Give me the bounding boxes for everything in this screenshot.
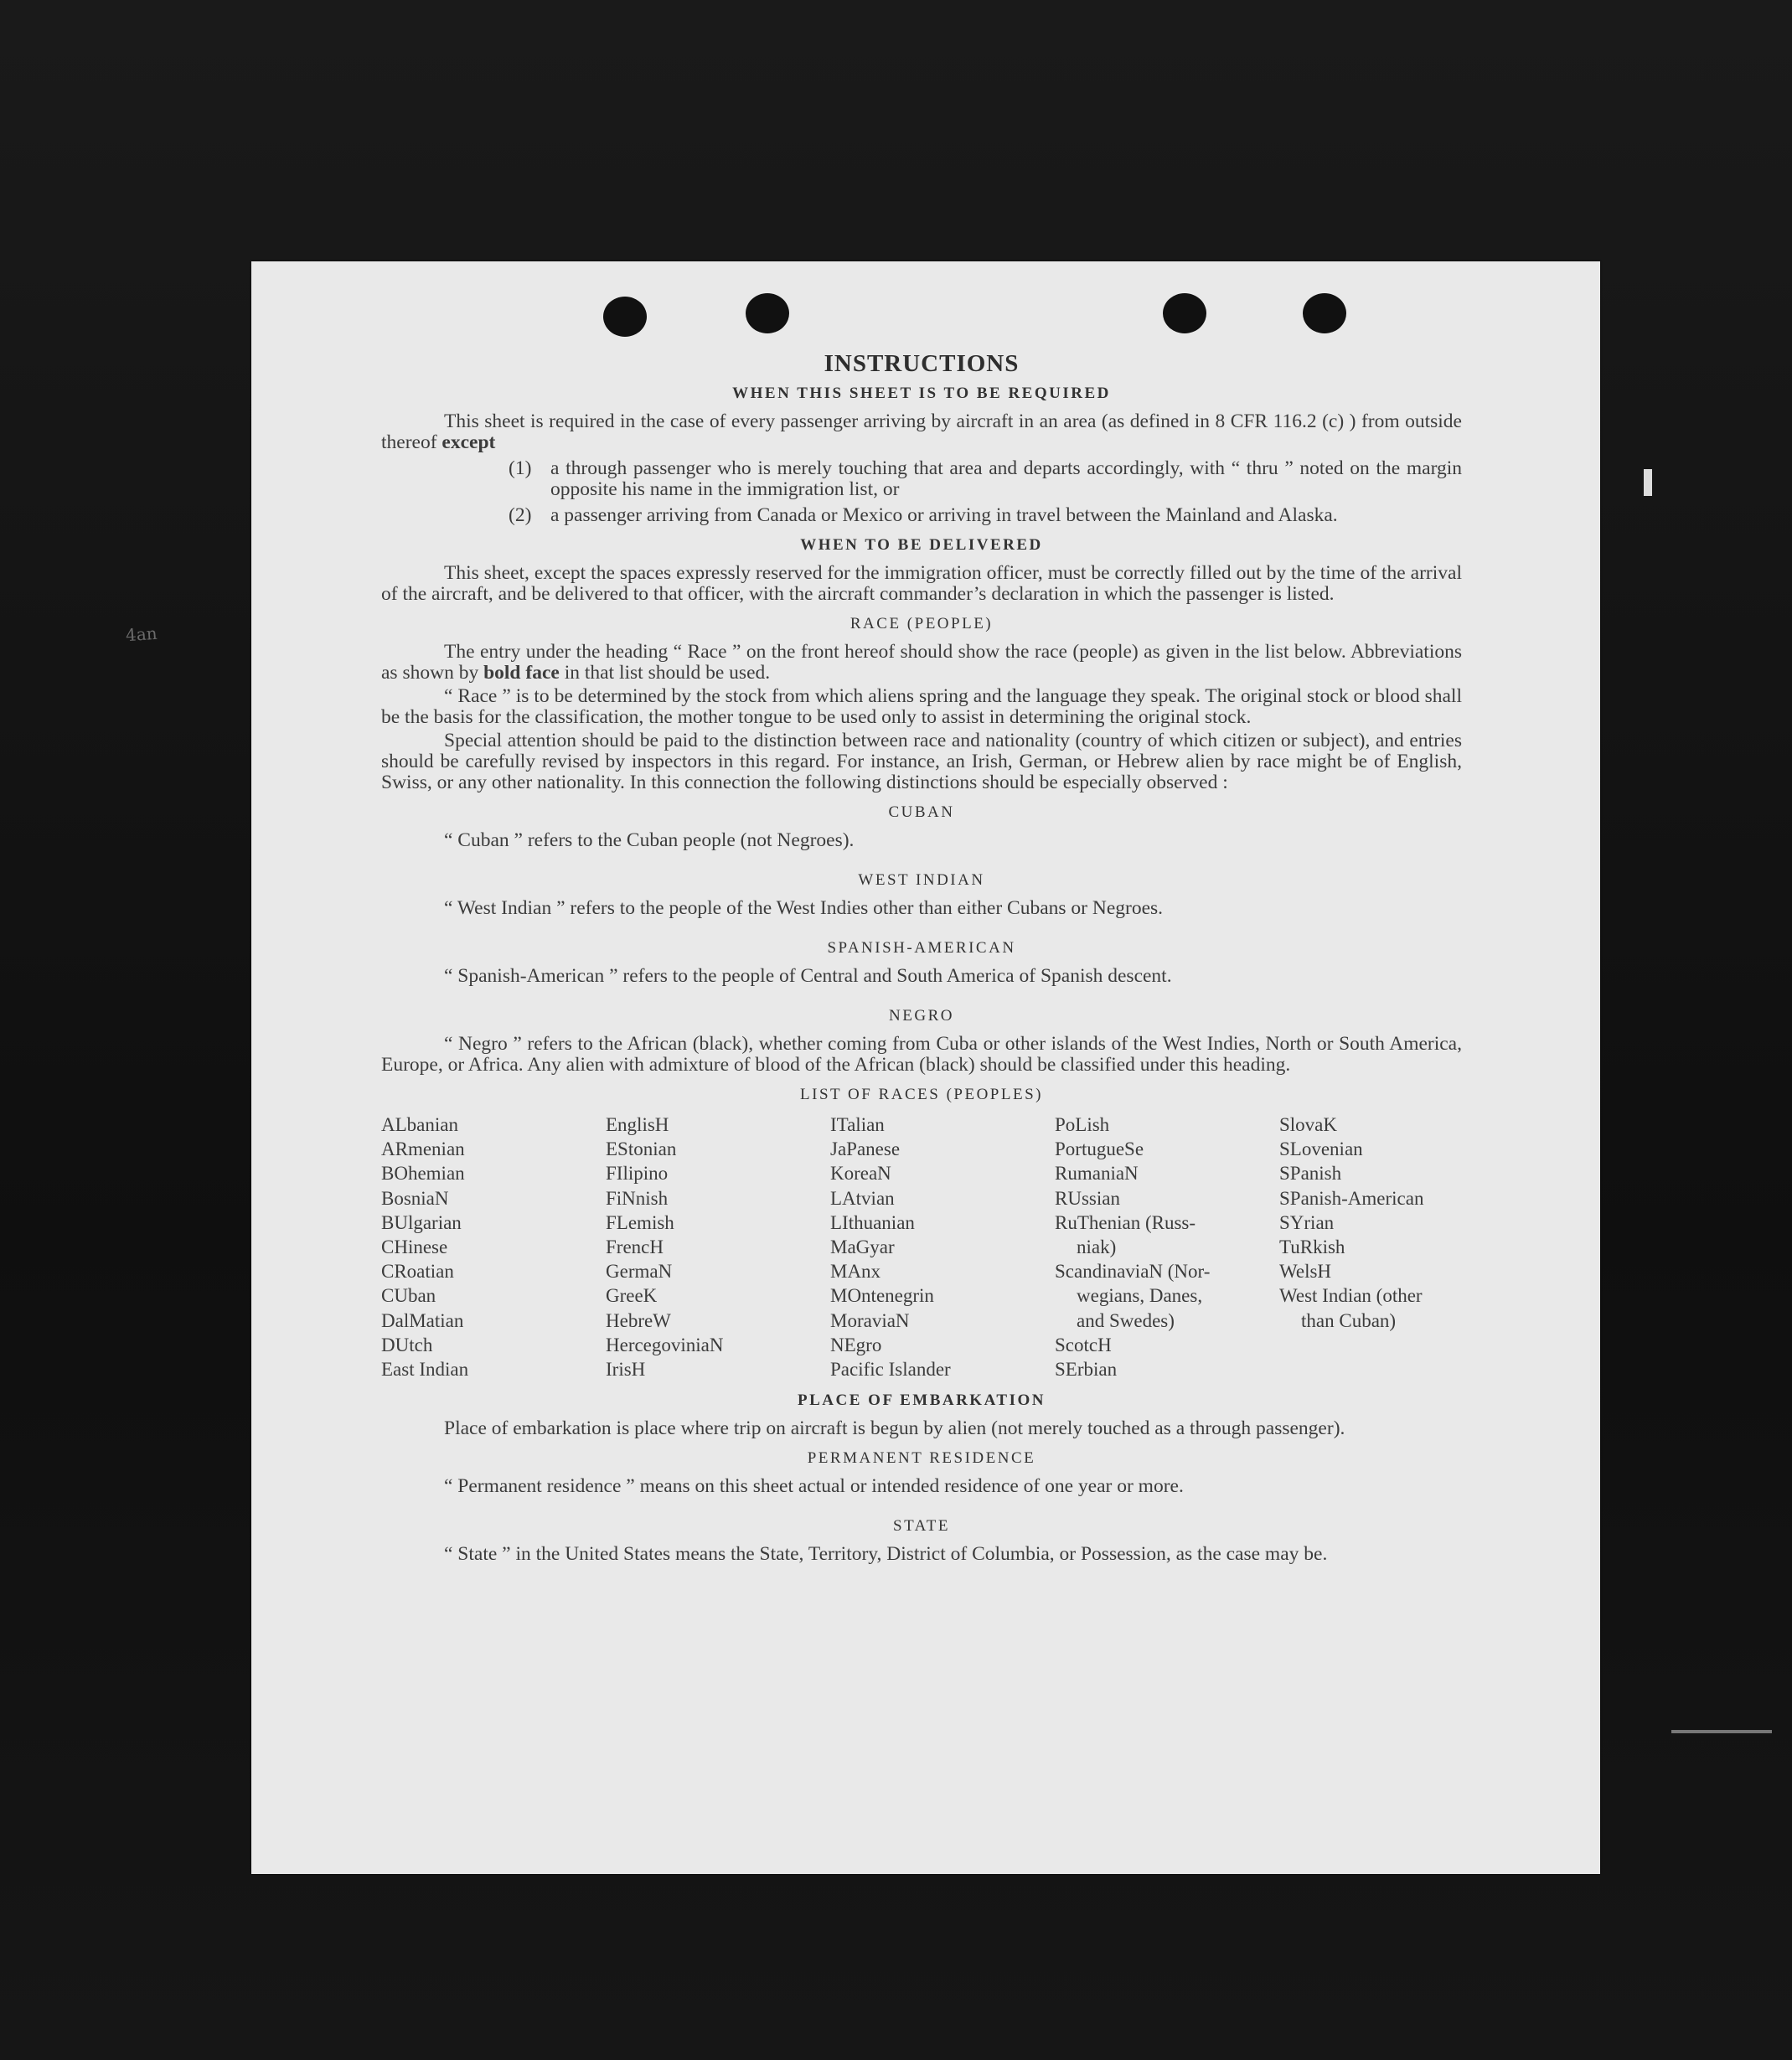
paragraph-text: in that list should be used. <box>564 662 771 684</box>
race-entry: BOhemian <box>381 1163 465 1185</box>
section-heading: WHEN TO BE DELIVERED <box>800 536 1043 554</box>
race-entry: TuRkish <box>1279 1237 1345 1258</box>
section-heading: STATE <box>893 1517 950 1536</box>
item-text: a passenger arriving from Canada or Mexico or arriving in travel between the Mainland and Alaska. <box>550 504 1338 526</box>
races-column <box>1279 1113 1504 1381</box>
race-entry: FIlipino <box>606 1163 669 1185</box>
section-heading: WEST INDIAN <box>858 871 985 889</box>
item-number: (1) <box>509 457 532 479</box>
paragraph: Place of embarkation is place where trip on aircraft is begun by alien (not merely touched as a through passenger). <box>444 1417 1345 1440</box>
race-entry: GermaN <box>606 1261 673 1283</box>
race-entry: EStonian <box>606 1138 677 1160</box>
race-entry: CHinese <box>381 1237 448 1258</box>
race-entry: GreeK <box>606 1285 658 1307</box>
bold-text: except <box>442 431 496 453</box>
paragraph <box>381 642 1462 684</box>
race-entry: DalMatian <box>381 1309 464 1331</box>
paragraph: Special attention should be paid to the distinction between race and nationality (country of which citizen or subject), and entries should be carefully revised by inspectors in this regard. For instance, an Irish, German, or Hebrew alien by race might be of English, Swiss, or any other nationality. In this connection the following distinctions should be especially observed : <box>381 730 1462 793</box>
race-entry: ScotcH <box>1055 1334 1112 1355</box>
race-entry: SYrian <box>1279 1211 1335 1233</box>
spacer <box>381 851 1462 861</box>
race-entry: SErbian <box>1055 1359 1118 1381</box>
race-entry: FrencH <box>606 1237 664 1258</box>
bold-text: bold face <box>483 662 560 684</box>
section-heading: NEGRO <box>889 1007 954 1025</box>
race-entry-continuation: and Swedes) <box>1077 1309 1175 1331</box>
section-heading: SPANISH-AMERICAN <box>827 939 1016 957</box>
race-entry: KoreaN <box>830 1163 891 1185</box>
race-entry: DUtch <box>381 1334 433 1355</box>
races-column <box>830 1113 1055 1381</box>
section-heading: LIST OF RACES (PEOPLES) <box>800 1086 1043 1103</box>
punch-hole <box>603 297 647 337</box>
race-entry: RuThenian (Russ- <box>1055 1211 1196 1233</box>
section-heading: WHEN THIS SHEET IS TO BE REQUIRED <box>732 385 1111 402</box>
item-text: a through passenger who is merely touching that area and departs accordingly, with “ thru ” noted on the margin opposite his name in the immigration list, or <box>550 457 1462 500</box>
paragraph: “ Cuban ” refers to the Cuban people (not Negroes). <box>444 829 855 851</box>
race-entry: JaPanese <box>830 1138 901 1160</box>
race-entry: MoraviaN <box>830 1309 910 1331</box>
scan-speck <box>1671 1730 1772 1733</box>
race-entry: FLemish <box>606 1211 674 1233</box>
race-entry: MaGyar <box>830 1237 895 1258</box>
race-entry: SPanish-American <box>1279 1187 1424 1209</box>
paragraph: “ West Indian ” refers to the people of the West Indies other than either Cubans or Negroes. <box>444 897 1164 919</box>
list-item <box>509 458 1462 500</box>
race-entry: SPanish <box>1279 1163 1342 1185</box>
page-title: INSTRUCTIONS <box>824 350 1020 377</box>
race-entry: ITalian <box>830 1114 885 1135</box>
margin-note: 4an <box>125 622 158 646</box>
paragraph: This sheet, except the spaces expressly reserved for the immigration officer, must be correctly filled out by the time of the arrival of the aircraft, and be delivered to that officer, with the aircraft commander’s declaration in which the passenger is listed. <box>381 562 1462 605</box>
scan-speck <box>1644 469 1652 496</box>
race-entry: Pacific Islander <box>830 1359 951 1381</box>
paragraph <box>381 411 1462 453</box>
race-entry: HercegoviniaN <box>606 1334 724 1355</box>
race-entry: SLovenian <box>1279 1138 1363 1160</box>
race-entry: PortugueSe <box>1055 1138 1144 1160</box>
race-entry: PoLish <box>1055 1114 1110 1135</box>
punch-hole <box>1163 293 1206 333</box>
race-entry: NEgro <box>830 1334 882 1355</box>
race-entry: LAtvian <box>830 1187 895 1209</box>
section-heading: PERMANENT RESIDENCE <box>807 1449 1036 1468</box>
race-entry: BosniaN <box>381 1187 449 1209</box>
paragraph: “ Permanent residence ” means on this sheet actual or intended residence of one year or more. <box>444 1475 1184 1498</box>
race-entry-continuation: niak) <box>1077 1237 1117 1258</box>
races-column <box>1055 1113 1279 1381</box>
spacer <box>381 919 1462 929</box>
race-entry: ALbanian <box>381 1114 458 1135</box>
race-entry: IrisH <box>606 1359 646 1381</box>
paragraph: “ Race ” is to be determined by the stock from which aliens spring and the language they speak. The original stock or blood shall be the basis for the classification, the mother tongue to be used only to assist in determining the original stock. <box>381 685 1462 728</box>
paragraph: “ Negro ” refers to the African (black), whether coming from Cuba or other islands of the West Indies, North or South America, Europe, or Africa. Any alien with admixture of blood of the African (black) should be classified under this heading. <box>381 1033 1462 1076</box>
document-page <box>251 261 1600 1874</box>
list-item <box>509 505 1462 526</box>
race-entry: East Indian <box>381 1359 469 1381</box>
race-entry: WelsH <box>1279 1261 1332 1283</box>
race-entry: RUssian <box>1055 1187 1120 1209</box>
race-entry: EnglisH <box>606 1114 669 1135</box>
paragraph: “ State ” in the United States means the State, Territory, District of Columbia, or Possession, as the case may be. <box>444 1543 1328 1566</box>
race-entry: CRoatian <box>381 1261 454 1283</box>
race-entry: SlovaK <box>1279 1114 1337 1135</box>
spacer <box>381 987 1462 997</box>
paragraph-text: The entry under the heading “ Race ” on the front hereof should show the race (people) as given in the list below. Abbreviations as shown by <box>381 641 1462 684</box>
section-heading: PLACE OF EMBARKATION <box>798 1391 1046 1410</box>
race-entry: ARmenian <box>381 1138 465 1160</box>
race-entry: CUban <box>381 1285 436 1307</box>
section-heading: RACE (PEOPLE) <box>850 615 994 632</box>
punch-hole <box>1303 293 1346 333</box>
race-entry-continuation: than Cuban) <box>1301 1309 1397 1331</box>
races-column <box>381 1113 606 1381</box>
race-entry-continuation: wegians, Danes, <box>1077 1285 1203 1307</box>
paragraph: “ Spanish-American ” refers to the people of Central and South America of Spanish descent. <box>444 965 1172 987</box>
race-entry: ScandinaviaN (Nor- <box>1055 1261 1211 1283</box>
race-entry: BUlgarian <box>381 1211 462 1233</box>
race-entry: MAnx <box>830 1261 881 1283</box>
races-column <box>606 1113 830 1381</box>
punch-hole <box>746 293 789 333</box>
race-entry: MOntenegrin <box>830 1285 934 1307</box>
section-heading: CUBAN <box>888 803 955 821</box>
document-body <box>381 350 1462 1566</box>
race-entry: LIthuanian <box>830 1211 915 1233</box>
race-entry: HebreW <box>606 1309 671 1331</box>
race-entry: West Indian (other <box>1279 1285 1423 1307</box>
item-number: (2) <box>509 504 532 526</box>
race-entry: FiNnish <box>606 1187 669 1209</box>
paragraph-text: This sheet is required in the case of every passenger arriving by aircraft in an area (as defined in 8 CFR 116.2 (c) ) from outside thereof <box>381 410 1462 453</box>
spacer <box>381 1497 1462 1507</box>
race-entry: RumaniaN <box>1055 1163 1139 1185</box>
races-list <box>381 1113 1462 1381</box>
